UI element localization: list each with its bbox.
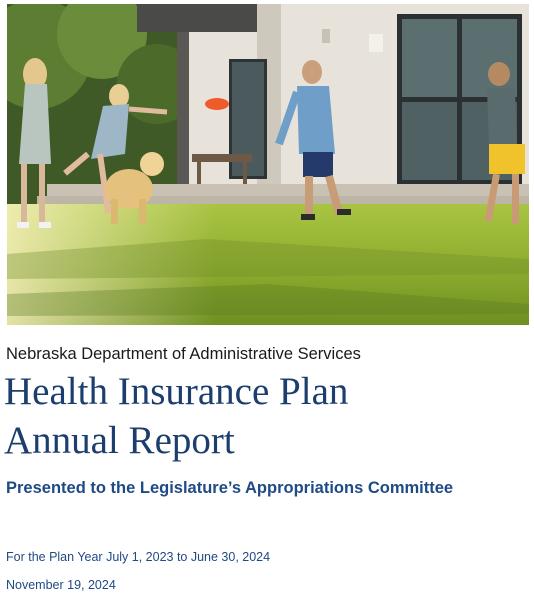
agency-name: Nebraska Department of Administrative Services — [6, 345, 361, 363]
report-title-line-2: Annual Report — [4, 419, 235, 462]
plan-year-range: For the Plan Year July 1, 2023 to June 30, 2024 — [6, 550, 271, 564]
cover-photo — [7, 4, 529, 325]
frisbee — [205, 98, 229, 110]
report-title-line-1: Health Insurance Plan — [4, 370, 349, 413]
report-subtitle: Presented to the Legislature’s Appropriations Committee — [6, 479, 454, 497]
report-date: November 19, 2024 — [6, 578, 116, 592]
